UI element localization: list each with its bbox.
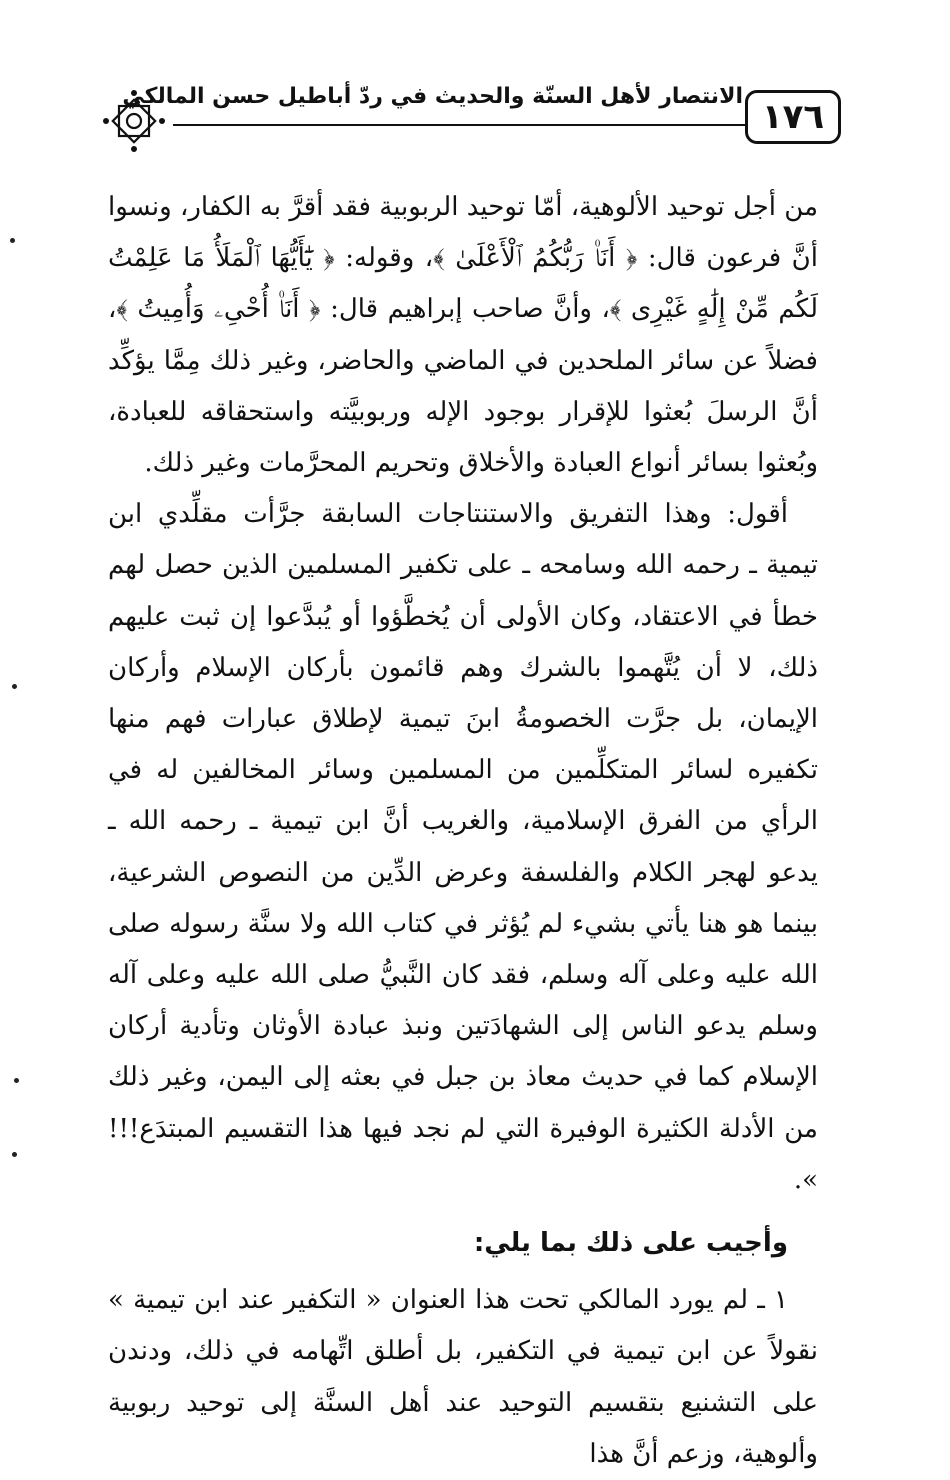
paragraph-1: من أجل توحيد الألوهية، أمّا توحيد الربوبية فقد أقرَّ به الكفار، ونسوا أنَّ فرعون قال: ﴿ أَنَا۠ رَبُّكُمُ ٱلْأَعْلَىٰ ﴾، وقوله: ﴿ يَٰٓأَيُّهَا ٱلْمَلَأُ مَا عَلِمْتُ لَكُم مِّنْ إِلَٰهٍ غَيْرِى ﴾، وأنَّ صاحب إبراهيم قال: ﴿ أَنَا۠ أُحْىِۦ وَأُمِيتُ ﴾، فضلاً عن سائر الملحدين في الماضي والحاضر، وغير ذلك مِمَّا يؤكِّد أنَّ الرسلَ بُعثوا للإقرار بوجود الإله وربوبيَّته واستحقاقه للعبادة، وبُعثوا بسائر أنواع العبادة والأخلاق وتحريم المحرَّمات وغير ذلك. xyxy=(108,192,818,479)
paragraph-2: أقول: وهذا التفريق والاستنتاجات السابقة جرَّأت مقلِّدي ابن تيمية ـ رحمه الله وسامحه ـ على تكفير المسلمين الذين حصل لهم خطأ في الاعتقاد، وكان الأولى أن يُخطَّؤوا أو يُبدَّعوا إن ثبت عليهم ذلك، لا أن يُتَّهموا بالشرك وهم قائمون بأركان الإسلام وأركان الإيمان، بل جرَّت الخصومةُ ابنَ تيمية لإطلاق عبارات فهم منها تكفيره لسائر المتكلِّمين من المسلمين وسائر المخالفين له في الرأي من الفرق الإسلامية، والغريب أنَّ ابن تيمية ـ رحمه الله ـ يدعو لهجر الكلام والفلسفة وعرض الدِّين من النصوص الشرعية، بينما هو هنا يأتي بشيء لم يُؤثر في كتاب الله ولا سنَّة رسوله صلى الله عليه وعلى آله وسلم، فقد كان النَّبيُّ صلى الله عليه وعلى آله وسلم يدعو الناس إلى الشهادَتين ونبذ عبادة الأوثان وتأدية أركان الإسلام كما في حديث معاذ بن جبل في بعثه إلى اليمن، وغير ذلك من الأدلة الكثيرة الوفيرة التي لم نجد فيها هذا التقسيم المبتدَع!!! ». xyxy=(108,499,818,1195)
scan-speck xyxy=(12,1152,17,1157)
paragraph-3: ١ ـ لم يورد المالكي تحت هذا العنوان « التكفير عند ابن تيمية » نقولاً عن ابن تيمية في التكفير، بل أطلق اتِّهامه في ذلك، ودندن على التشنيع بتقسيم التوحيد عند أهل السنَّة إلى توحيد ربوبية وألوهية، وزعم أنَّ هذا xyxy=(108,1285,818,1469)
scan-speck xyxy=(10,238,15,243)
header-rule xyxy=(173,124,747,126)
scan-speck xyxy=(14,1078,19,1083)
page-body xyxy=(108,182,818,1480)
page-header xyxy=(95,78,840,158)
scan-speck xyxy=(12,684,17,689)
page-number: ١٧٦ xyxy=(745,90,841,144)
section-heading: وأجيب على ذلك بما يلي: xyxy=(473,1228,788,1259)
book-title: الانتصار لأهل السنّة والحديث في ردّ أباطيل حسن المالكي xyxy=(122,84,743,109)
